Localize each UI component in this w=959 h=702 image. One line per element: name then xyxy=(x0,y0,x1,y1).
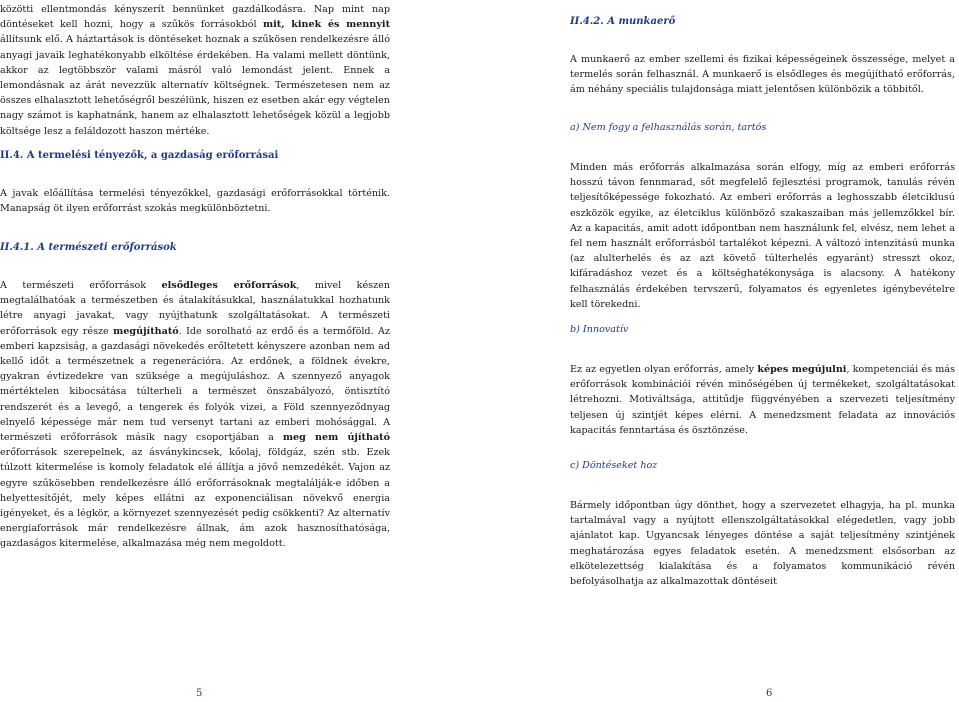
left-page xyxy=(0,0,390,702)
section-paragraph-ii-4-2: A munkaerő az ember szellemi és fizikai képességeinek összessége, melyet a termelés során felhasznál. A munkaerő is elsődleges és megújítható erőforrás, ám néhány speciális tulajdonsága miatt jelentősen különbözik a többitől. xyxy=(570,54,955,96)
right-page xyxy=(570,0,955,702)
section-paragraph-ii-4: A javak előállítása termelési tényezőkkel, gazdasági erőforrásokkal történik. Manapság öt ilyen erőforrást szokás megkülönböztetni. xyxy=(0,188,390,215)
section-heading-ii-4-1: II.4.1. A természeti erőforrások xyxy=(0,242,177,253)
paragraph-a: Minden más erőforrás alkalmazása során elfogy, míg az emberi erőforrás hosszú távon fennmarad, sőt megfelelő fejlesztési programok, tanulás révén teljesítőképessége fokozható. Az emberi erőforrás a leghosszabb életciklusú eszközök egyike, az életciklus különböző szakaszaiban más jellemzőkkel bír. Az a kapacitás, amit adott időpontban nem használunk fel, elvész, nem lehet a fel nem használt erőforrásból tartalékot képezni. A változó intenzitású munka (az alulterhelés és az azt követő túlterhelés egyaránt) stresszt okoz, kifáradáshoz vezet és a költséghatékonysága is alacsony. A hatékony felhasználás érdekében tervszerű, folyamatos és egyenletes igénybevételre kell törekedni. xyxy=(570,162,955,310)
subheading-b: b) Innovatív xyxy=(570,324,629,335)
subheading-c: c) Döntéseket hoz xyxy=(570,460,658,471)
section-heading-ii-4: II.4. A termelési tényezők, a gazdaság erőforrásai xyxy=(0,150,279,161)
paragraph-c: Bármely időpontban úgy dönthet, hogy a szervezetet elhagyja, ha pl. munka tartalmával vagy a nyújtott ellenszolgáltatásokkal elégedetlen, vagy jobb ajánlatot kap. Ugyancsak lényeges döntése a saját teljesítmény szintjének meghatározása egyes feladatok esetén. A menedzsment elsősorban az elkötelezettség kialakítása és a folyamatos kommunikáció révén befolyásolhatja az alkalmazottak döntéseit xyxy=(570,500,955,588)
page-number-left: 5 xyxy=(196,688,203,699)
section-paragraph-ii-4-1: A természeti erőforrások elsődleges erőforrások, mivel készen megtalálhatóak a természetben és átalakításukkal, használatukkal hozhatunk létre anyagi javakat, vagy nyújthatunk szolgáltatásokat. A természeti erőforrások egy része megújítható. Ide sorolható az erdő és a termőföld. Az emberi kapzsiság, a gazdasági növekedés erőltetett kényszere azonban nem ad kellő időt a természetnek a regenerációra. Az erdőnek, a földnek évekre, gyakran évtizedekre van szüksége a megújuláshoz. A szennyező anyagok mértéktelen kibocsátása túlterheli a természet önszabályozó, öntisztító rendszerét és a levegő, a tengerek és folyók vizei, a Föld szennyeződnyag elnyelő képessége már nem tud versenyt tartani az emberi mohósággal. A természeti erőforrások másik nagy csoportjában a meg nem újítható erőforrások szerepelnek, az ásványkincsek, kőolaj, földgáz, szén stb. Ezek túlzott kitermelése is komoly feladatok elé állítja a jövő nemzedékét. Vajon az egyre szűkösebben rendelkezésre álló erőforrásoknak megtalálják-e időben a helyettesítőjét, mely képes ellátni az exponenciálisan növekvő energia igényeket, és a légkör, a környezet szennyezését pedig csökkenti? Az alternatív energiaforrások már rendelkezésre állnak, ám azok hasznosíthatósága, gazdaságos kitermelése, alkalmazása még nem megoldott. xyxy=(0,280,391,550)
page-number-right: 6 xyxy=(766,688,773,699)
section-heading-ii-4-2: II.4.2. A munkaerő xyxy=(570,16,676,27)
paragraph-b: Ez az egyetlen olyan erőforrás, amely képes megújulni, kompetenciái és más erőforrások kombinációi révén minőségében új termékeket, szolgáltatásokat létrehozni. Motiváltsága, attitűdje függvényében a szervezeti teljesítmény teljesen új szintjét képes elérni. A menedzsment feladata az innovációs kapacitás fenntartása és ösztönzése. xyxy=(570,364,955,436)
intro-paragraph: közötti ellentmondás kényszerít bennünket gazdálkodásra. Nap mint nap döntéseket kell hozni, hogy a szűkös forrásokból mit, kinek és mennyit állítsunk elő. A háztartások is döntéseket hoznak a szűkösen rendelkezésre álló anyagi javaik leghatékonyabb elköltése érdekében. Ha valami mellett döntünk, akkor az legtöbbször valami másról való lemondást jelent. Ennek a lemondásnak az árát nevezzük alternatív költségnek. Természetesen nem az összes elhalasztott lehetőségről beszélünk, hiszen ez esetben akár egy végtelen nagy számot is kaphatnánk, hanem az elhalasztott lehetőségek közül a legjobb költsége lesz a feláldozott haszon mértéke. xyxy=(0,4,390,137)
subheading-a: a) Nem fogy a felhasználás során, tartós xyxy=(570,122,767,133)
